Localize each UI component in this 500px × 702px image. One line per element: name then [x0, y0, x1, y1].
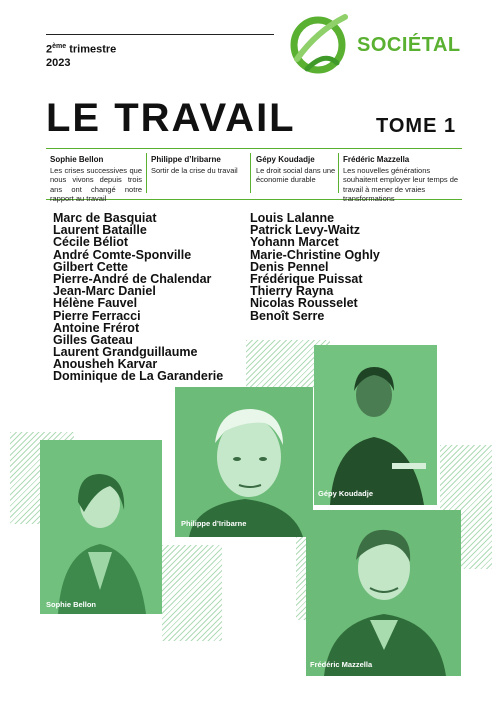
- author-name: Nicolas Rousselet: [250, 296, 358, 311]
- author-name: Benoît Serre: [250, 308, 325, 323]
- author-name: Denis Pennel: [250, 259, 329, 274]
- volume-label: TOME 1: [376, 115, 457, 137]
- author-name: Antoine Frérot: [53, 320, 140, 335]
- divider: [338, 153, 339, 193]
- decorative-stripes: [162, 545, 222, 641]
- featured-band: [46, 148, 462, 203]
- photo-gepy-koudadje: [314, 345, 437, 505]
- author-name: Hélène Fauvel: [53, 296, 138, 311]
- author-name: Gilles Gateau: [53, 332, 133, 347]
- divider: [250, 153, 251, 193]
- featured-item: Frédéric Mazzella Les nouvelles générations souhaitent employer leur temps de travail à mener de vraies transformations: [343, 155, 459, 203]
- featured-item: Sophie Bellon Les crises successives que nous vivons depuis trois ans ont changé notre rapport au travail: [50, 155, 142, 203]
- author-name: Pierre-André de Chalendar: [53, 271, 212, 286]
- page-title: LE TRAVAIL: [46, 96, 296, 140]
- photo-frederic-mazzella: [306, 510, 461, 676]
- header-rule: [46, 34, 274, 35]
- photo-caption: Philippe d’Iribarne: [181, 519, 247, 528]
- logo-wordmark: SOCIÉTAL: [357, 34, 461, 56]
- author-name: Marc de Basquiat: [53, 211, 157, 225]
- author-name: Gilbert Cette: [53, 259, 129, 274]
- photo-sophie-bellon: [40, 440, 162, 614]
- author-name: Pierre Ferracci: [53, 308, 141, 323]
- divider: [146, 153, 147, 193]
- author-name: Louis Lalanne: [250, 211, 335, 225]
- author-list-left: [53, 212, 223, 383]
- featured-item: Philippe d’Iribarne Sortir de la crise du travail: [151, 155, 238, 175]
- societal-logo-icon: [287, 11, 349, 75]
- photo-caption: Gépy Koudadje: [318, 489, 374, 498]
- author-name: Thierry Rayna: [250, 284, 334, 299]
- author-name: Yohann Marcet: [250, 235, 339, 250]
- author-name: Frédérique Puissat: [250, 271, 363, 286]
- author-name: André Comte-Sponville: [53, 247, 192, 262]
- photo-philippe-diribarne: [175, 387, 313, 537]
- issue-date: 2ème trimestre 2023: [46, 43, 117, 69]
- author-list-right: [250, 212, 380, 322]
- author-name: Laurent Bataille: [53, 223, 147, 238]
- featured-item: Gépy Koudadje Le droit social dans une économie durable: [256, 155, 336, 184]
- author-name: Anousheh Karvar: [53, 357, 158, 372]
- author-name: Laurent Grandguillaume: [53, 345, 198, 360]
- photo-caption: Sophie Bellon: [46, 600, 97, 609]
- photo-caption: Frédéric Mazzella: [310, 660, 373, 669]
- author-name: Cécile Béliot: [53, 235, 129, 250]
- author-name: Marie-Christine Oghly: [250, 247, 380, 262]
- author-name: Jean-Marc Daniel: [53, 284, 156, 299]
- author-name: Dominique de La Garanderie: [53, 369, 224, 384]
- author-name: Patrick Levy-Waitz: [250, 223, 360, 238]
